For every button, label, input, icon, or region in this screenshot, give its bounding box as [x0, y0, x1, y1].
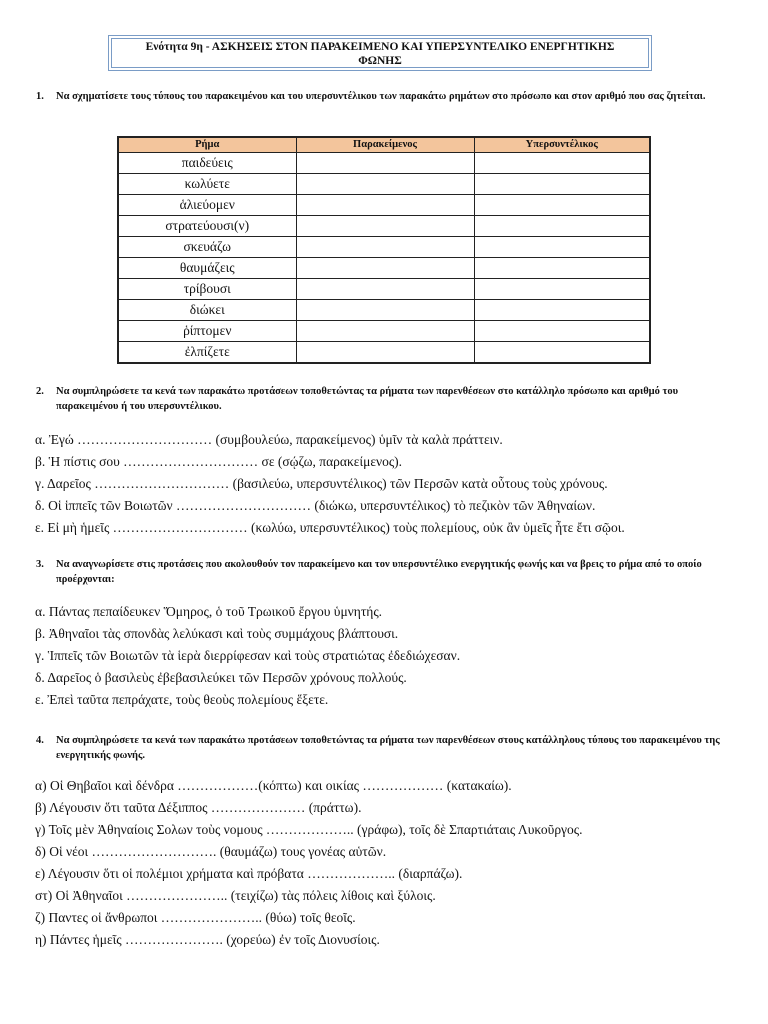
exercise-3-sentence: γ. Ἱππεῖς τῶν Βοιωτῶν τὰ ἱερὰ διερρίφεσαν καὶ τοὺς στρατιώτας ἐδεδιώχεσαν.: [35, 648, 461, 663]
table-row: [118, 258, 650, 279]
verb-table: [117, 136, 651, 364]
exercise-1-instructions: Να σχηματίσετε τους τύπους του παρακειμένου και του υπερσυντέλικου των παρακάτω ρημάτων στο πρόσωπο και στον αριθμό που σας ζητείται.: [56, 91, 706, 102]
table-row: [118, 237, 650, 258]
exercise-2-sentence: α. Ἐγώ ………………………… (συμβουλεύω, παρακείμενος) ὑμῖν τὰ καλὰ πράττειν.: [35, 432, 503, 447]
table-row: [118, 300, 650, 321]
exercise-4-heading: [36, 734, 736, 763]
perfect-answer-cell[interactable]: [296, 279, 474, 300]
verb-cell: ἁλιεύομεν: [118, 195, 296, 216]
exercise-4-sentence: ζ) Παντες οἱ ἄνθρωποι ………………….. (θύω) τοῖς θεοῖς.: [35, 910, 356, 925]
exercise-2-sentence: δ. Οἱ ἱππεῖς τῶν Βοιωτῶν ………………………… (διώκω, υπερσυντέλικος) τὸ πεζικὸν τῶν Ἀθηναίων.: [35, 498, 596, 513]
pluperfect-answer-cell[interactable]: [474, 279, 650, 300]
pluperfect-answer-cell[interactable]: [474, 153, 650, 174]
verb-table-header-row: [118, 137, 650, 153]
exercise-3-sentence: ε. Ἐπεὶ ταῦτα πεπράχατε, τοὺς θεοὺς πολεμίους ἕξετε.: [35, 692, 329, 707]
exercise-1-heading: [36, 90, 736, 105]
pluperfect-answer-cell[interactable]: [474, 321, 650, 342]
exercise-4-sentence: β) Λέγουσιν ὅτι ταῦτα Δέξιππος ………………… (πράττω).: [35, 800, 362, 815]
header-verb: Ρήμα: [118, 137, 296, 153]
title-line-2: ΦΩΝΗΣ: [358, 54, 402, 67]
verb-cell: διώκει: [118, 300, 296, 321]
title-line-1: Ενότητα 9η - ΑΣΚΗΣΕΙΣ ΣΤΟΝ ΠΑΡΑΚΕΙΜΕΝΟ ΚΑΙ ΥΠΕΡΣΥΝΤΕΛΙΚΟ ΕΝΕΡΓΗΤΙΚΗΣ: [145, 41, 615, 53]
page-title: [111, 38, 649, 68]
pluperfect-answer-cell[interactable]: [474, 174, 650, 195]
pluperfect-answer-cell[interactable]: [474, 342, 650, 364]
perfect-answer-cell[interactable]: [296, 174, 474, 195]
exercise-2-sentence: ε. Εἰ μὴ ἡμεῖς ………………………… (κωλύω, υπερσυντέλικος) τοὺς πολεμίους, οὐκ ἂν ὑμεῖς ἦτε ἔτι σῷοι.: [35, 520, 625, 535]
perfect-answer-cell[interactable]: [296, 237, 474, 258]
pluperfect-answer-cell[interactable]: [474, 216, 650, 237]
exercise-2-number: 2.: [36, 386, 44, 397]
exercise-3-sentence: δ. Δαρεῖος ὁ βασιλεὺς ἐβεβασιλεύκει τῶν Περσῶν χρόνους πολλούς.: [35, 670, 407, 685]
exercise-2-heading: [36, 385, 736, 414]
exercise-3-heading: [36, 558, 736, 587]
verb-cell: ῥίπτομεν: [118, 321, 296, 342]
title-box: [108, 35, 652, 71]
perfect-answer-cell[interactable]: [296, 153, 474, 174]
pluperfect-answer-cell[interactable]: [474, 258, 650, 279]
perfect-answer-cell[interactable]: [296, 342, 474, 364]
table-row: [118, 153, 650, 174]
perfect-answer-cell[interactable]: [296, 258, 474, 279]
verb-cell: παιδεύεις: [118, 153, 296, 174]
table-row: [118, 174, 650, 195]
perfect-answer-cell[interactable]: [296, 300, 474, 321]
pluperfect-answer-cell[interactable]: [474, 195, 650, 216]
verb-cell: κωλύετε: [118, 174, 296, 195]
exercise-1-number: 1.: [36, 91, 44, 102]
exercise-3-sentence: β. Ἀθηναῖοι τὰς σπονδὰς λελύκασι καὶ τοὺς συμμάχους βλάπτουσι.: [35, 626, 399, 641]
verb-cell: στρατεύουσι(ν): [118, 216, 296, 237]
perfect-answer-cell[interactable]: [296, 195, 474, 216]
exercise-4-sentence: η) Πάντες ἡμεῖς …………………. (χορεύω) ἐν τοῖς Διονυσίοις.: [35, 932, 380, 947]
verb-cell: ἐλπίζετε: [118, 342, 296, 364]
exercise-3-instructions: Να αναγνωρίσετε στις προτάσεις που ακολουθούν τον παρακείμενο και τον υπερσυντέλικο ενεργητικής φωνής και να βρεις το ρήμα από το οποίο προέρχονται:: [56, 559, 702, 585]
exercise-2-sentence: β. Ἡ πίστις σου ………………………… σε (σῴζω, παρακείμενος).: [35, 454, 403, 469]
exercise-4-instructions: Να συμπληρώσετε τα κενά των παρακάτω προτάσεων τοποθετώντας τα ρήματα των παρενθέσεων στους κατάλληλους τύπους του παρακειμένου της ενεργητικής φωνής.: [56, 735, 720, 761]
exercise-4-sentence: δ) Οἱ νέοι ………………………. (θαυμάζω) τους γονέας αὑτῶν.: [35, 844, 387, 859]
verb-cell: τρίβουσι: [118, 279, 296, 300]
table-row: [118, 321, 650, 342]
verb-cell: σκευάζω: [118, 237, 296, 258]
exercise-3-sentence: α. Πάντας πεπαίδευκεν Ὅμηρος, ὁ τοῦ Τρωικοῦ ἔργου ὑμνητής.: [35, 604, 383, 619]
exercise-4-sentence: γ) Τοῖς μὲν Ἀθηναίοις Σολων τοὺς νομους ……………….. (γράφω), τοῖς δὲ Σπαρτιάταις Λυκοῦργος.: [35, 822, 583, 837]
verb-cell: θαυμάζεις: [118, 258, 296, 279]
exercise-4-sentence: ε) Λέγουσιν ὅτι οἱ πολέμιοι χρήματα καὶ πρόβατα ……………….. (διαρπάζω).: [35, 866, 463, 881]
header-perfect: Παρακείμενος: [296, 137, 474, 153]
pluperfect-answer-cell[interactable]: [474, 237, 650, 258]
exercise-2-sentence: γ. Δαρεῖος ………………………… (βασιλεύω, υπερσυντέλικος) τῶν Περσῶν κατὰ οὗτους τοὺς χρόνους.: [35, 476, 608, 491]
exercise-4-number: 4.: [36, 735, 44, 746]
exercise-3-number: 3.: [36, 559, 44, 570]
table-row: [118, 216, 650, 237]
perfect-answer-cell[interactable]: [296, 216, 474, 237]
table-row: [118, 279, 650, 300]
exercise-4-sentence: α) Οἱ Θηβαῖοι καὶ δένδρα ………………(κόπτω) και οικίας ……………… (κατακαίω).: [35, 778, 512, 793]
perfect-answer-cell[interactable]: [296, 321, 474, 342]
pluperfect-answer-cell[interactable]: [474, 300, 650, 321]
exercise-4-sentence: στ) Οἱ Ἀθηναῖοι ………………….. (τειχίζω) τὰς πόλεις λίθοις καὶ ξύλοις.: [35, 888, 436, 903]
table-row: [118, 342, 650, 364]
table-row: [118, 195, 650, 216]
exercise-2-instructions: Να συμπληρώσετε τα κενά των παρακάτω προτάσεων τοποθετώντας τα ρήματα των παρενθέσεων στο κατάλληλο πρόσωπο και αριθμό του παρακειμένου ή του υπερσυντέλικου.: [56, 386, 679, 412]
header-pluperfect: Υπερσυντέλικος: [474, 137, 650, 153]
